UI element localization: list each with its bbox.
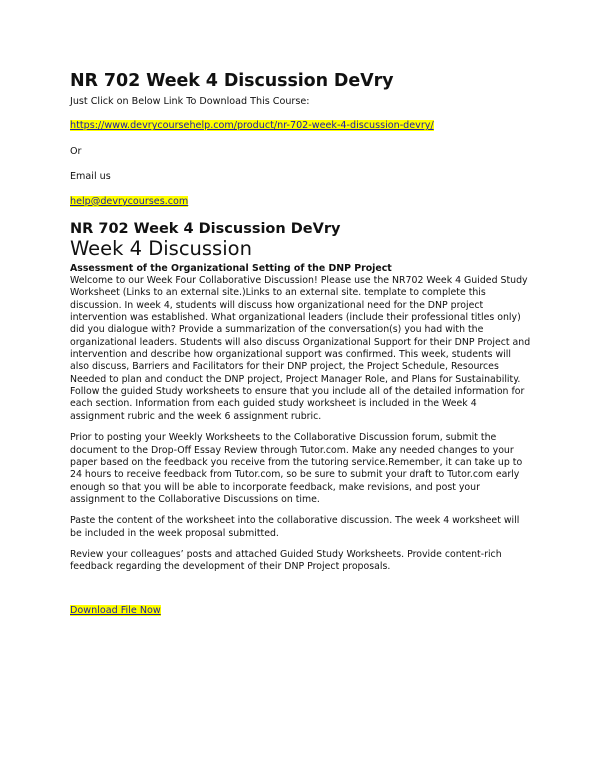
course-link[interactable]: https://www.devrycoursehelp.com/product/nr-702-week-4-discussion-devry/	[70, 120, 434, 132]
assessment-heading: Assessment of the Organizational Setting of the DNP Project	[70, 263, 392, 275]
paragraph-review-colleagues: Review your colleagues’ posts and attached Guided Study Worksheets. Provide content-rich feedback regarding the development of their DNP Project proposals.	[70, 548, 502, 573]
paragraph-welcome: Welcome to our Week Four Collaborative Discussion! Please use the NR702 Week 4 Guided Study Worksheet (Links to an external site.)Links to an external site. template to complete this discussion. In week 4, students will discuss how organizational need for the DNP project intervention was established. What organizational leaders (include their professional titles only) did you dialogue with? Provide a summarization of the conversation(s) you had with the organizational leaders. Students will also discuss Organizational Support for their DNP Project and intervention and describe how organizational support was confirmed. This week, students will also discuss, Barriers and Facilitators for their DNP project, the Project Schedule, Resources Needed to plan and conduct the DNP project, Project Manager Role, and Plans for Sustainability. Follow the guided Study worksheets to ensure that you include all of the detailed information for each section. Information from each guided study worksheet is included in the Week 4 assignment rubric and the week 6 assignment rubric.	[70, 275, 531, 422]
subtitle: NR 702 Week 4 Discussion DeVry	[70, 221, 341, 238]
download-link[interactable]: Download File Now	[70, 604, 161, 616]
paragraph-paste-content: Paste the content of the worksheet into the collaborative discussion. The week 4 worksheet will be included in the week proposal submitted.	[70, 515, 520, 539]
or-text: Or	[70, 145, 82, 157]
section-title: Week 4 Discussion	[70, 237, 252, 261]
document-page	[70, 70, 532, 617]
email-label: Email us	[70, 171, 111, 183]
page-title: NR 702 Week 4 Discussion DeVry	[70, 71, 394, 91]
email-link[interactable]: help@devrycourses.com	[70, 195, 189, 207]
paragraph-prior-posting: Prior to posting your Weekly Worksheets to the Collaborative Discussion forum, submit the document to the Drop-Off Essay Review through Tutor.com. Make any needed changes to your paper based on the feedback you receive from the tutoring service.Remember, it can take up to 24 hours to receive feedback from Tutor.com, so be sure to submit your draft to Tutor.com early enough so that you will be able to incorporate feedback, make revisions, and post your assignment to the Collaborative Discussions on time.	[70, 432, 523, 505]
intro-text: Just Click on Below Link To Download This Course:	[70, 96, 310, 107]
